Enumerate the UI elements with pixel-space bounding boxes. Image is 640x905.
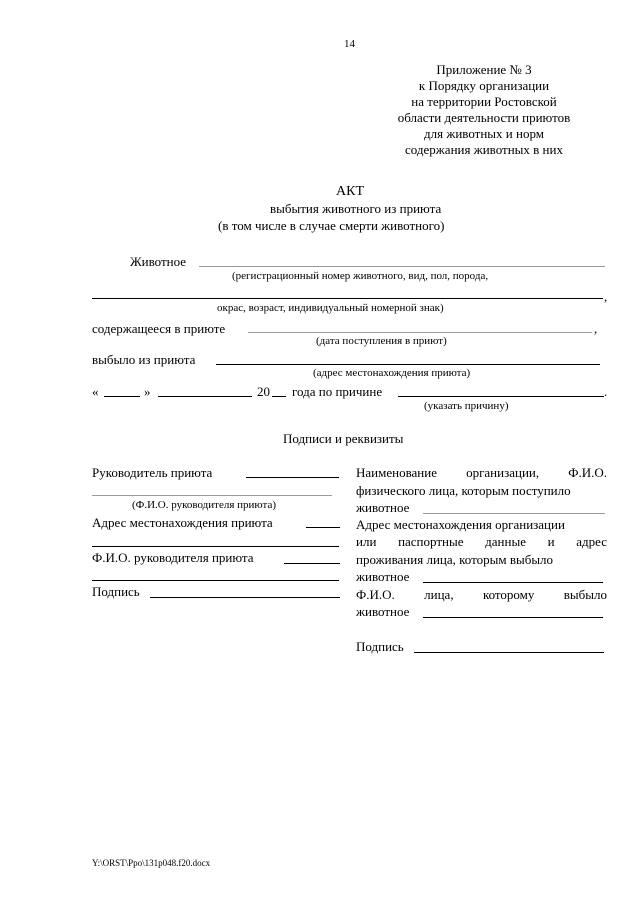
head-field[interactable]	[246, 477, 339, 478]
addr-line-1: Адрес местонахождения организации	[356, 517, 565, 532]
left-label: выбыло из приюта	[92, 352, 196, 367]
head-fio-label: Ф.И.О. руководителя приюта	[92, 550, 254, 565]
animal-field-2[interactable]	[92, 298, 603, 299]
head-name-field[interactable]	[92, 495, 332, 496]
document-title: АКТ	[336, 184, 364, 199]
head-label: Руководитель приюта	[92, 465, 213, 480]
page-number: 14	[344, 38, 355, 50]
appendix-line: для животных и норм	[424, 126, 544, 141]
word: выбыло	[563, 587, 607, 602]
addr-line-2	[356, 534, 607, 549]
appendix-line: содержания животных в них	[405, 142, 563, 157]
animal-caption-2: окрас, возраст, индивидуальный номерной знак)	[217, 302, 444, 314]
animal-caption-1: (регистрационный номер животного, вид, пол, порода,	[232, 270, 489, 282]
kept-caption: (дата поступления в приют)	[316, 335, 447, 347]
date-close-quote: »	[144, 384, 151, 399]
kept-date-field[interactable]	[248, 332, 592, 333]
right-sign-label: Подпись	[356, 639, 404, 654]
date-year-field[interactable]	[272, 396, 286, 397]
org-line-2: физического лица, которым поступило	[356, 483, 571, 498]
word: данные	[485, 534, 526, 549]
reason-label: года по причине	[292, 384, 383, 399]
date-month-field[interactable]	[158, 396, 252, 397]
fio-field[interactable]	[423, 617, 603, 618]
year-prefix: 20	[257, 384, 270, 399]
animal-field[interactable]	[199, 266, 605, 267]
addr-field[interactable]	[423, 582, 603, 583]
left-address-field[interactable]	[216, 364, 600, 365]
word: паспортные	[398, 534, 464, 549]
kept-label: содержащееся в приюте	[92, 321, 226, 336]
document-subtitle-note: (в том числе в случае смерти животного)	[218, 218, 445, 233]
animal-label: Животное	[130, 254, 187, 269]
head-fio-field-2[interactable]	[92, 580, 339, 581]
comma: ,	[594, 321, 598, 336]
comma: ,	[604, 289, 608, 304]
word: и	[547, 534, 555, 549]
appendix-line: к Порядку организации	[418, 78, 550, 93]
org-line-3: животное	[356, 500, 410, 515]
appendix-line: области деятельности приютов	[397, 110, 571, 125]
head-fio-field[interactable]	[284, 563, 340, 564]
shelter-address-field-2[interactable]	[92, 546, 339, 547]
appendix-block	[364, 62, 604, 158]
word: Наименование	[356, 465, 437, 480]
appendix-line: на территории Ростовской	[411, 94, 557, 109]
word: Ф.И.О.	[356, 587, 395, 602]
footer-path: Y:\ORST\Ppo\131p048.f20.docx	[92, 858, 211, 868]
word: или	[356, 534, 377, 549]
period: .	[604, 384, 608, 399]
right-sign-field[interactable]	[414, 652, 604, 653]
date-day-field[interactable]	[104, 396, 140, 397]
head-caption: (Ф.И.О. руководителя приюта)	[132, 499, 276, 511]
org-field[interactable]	[423, 513, 605, 514]
reason-caption: (указать причину)	[424, 400, 509, 412]
word: адрес	[576, 534, 607, 549]
document-subtitle: выбытия животного из приюта	[270, 201, 442, 216]
date-open-quote: «	[92, 384, 99, 399]
word: Ф.И.О.	[568, 465, 607, 480]
org-line-1	[356, 465, 607, 480]
word: организации,	[466, 465, 540, 480]
reason-field[interactable]	[398, 396, 604, 397]
left-sign-label: Подпись	[92, 584, 140, 599]
fio-line-2: животное	[356, 604, 410, 619]
word: лица,	[424, 587, 454, 602]
signatures-heading: Подписи и реквизиты	[283, 431, 404, 446]
shelter-address-field[interactable]	[306, 527, 340, 528]
word: которому	[482, 587, 535, 602]
left-caption: (адрес местонахождения приюта)	[313, 367, 471, 379]
addr-line-3: проживания лица, которым выбыло	[356, 552, 554, 567]
appendix-line: Приложение № 3	[436, 62, 532, 77]
fio-line-1	[356, 587, 607, 602]
addr-line-4: животное	[356, 569, 410, 584]
shelter-address-label: Адрес местонахождения приюта	[92, 515, 273, 530]
left-sign-field[interactable]	[150, 597, 340, 598]
